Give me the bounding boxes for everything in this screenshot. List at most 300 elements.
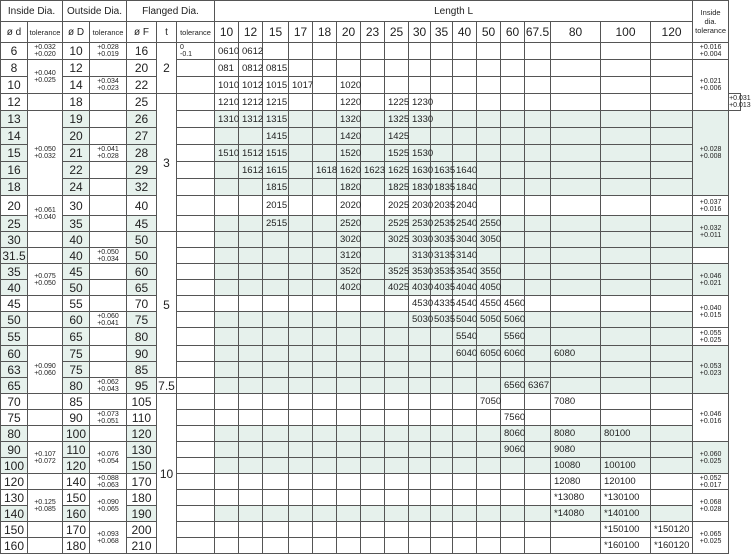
- part-code-cell: [337, 312, 361, 328]
- table-row: [1, 346, 741, 362]
- part-code-cell: [453, 490, 477, 506]
- length-col-header: 30: [409, 22, 431, 43]
- part-code-cell: [525, 328, 551, 346]
- part-code-cell: [501, 280, 525, 296]
- part-code-cell: [385, 490, 409, 506]
- part-code-cell: [361, 128, 385, 145]
- outside-dia-cell: 55: [63, 296, 90, 312]
- inside-dia-cell: 63: [1, 362, 28, 378]
- part-code-cell: [239, 410, 263, 426]
- empty-cell: [28, 522, 63, 538]
- length-col-header: 120: [651, 22, 693, 43]
- part-code-cell: [525, 216, 551, 232]
- part-code-cell: [477, 196, 501, 216]
- part-code-cell: [263, 506, 289, 522]
- part-code-cell: 2030: [409, 196, 431, 216]
- part-code-cell: 3130: [409, 248, 431, 264]
- tolerance-upper: +0.107: [34, 450, 56, 458]
- part-code-cell: 1825: [385, 179, 409, 196]
- part-code-cell: [289, 196, 313, 216]
- part-code-cell: [477, 111, 501, 128]
- part-code-cell: [651, 426, 693, 442]
- part-code-cell: [385, 60, 409, 77]
- part-code-cell: 6040: [453, 346, 477, 362]
- part-code-cell: [651, 111, 693, 128]
- part-code-cell: [431, 77, 453, 94]
- length-col-header: 17: [289, 22, 313, 43]
- tolerance-lower: +0.032: [34, 153, 56, 160]
- part-code-cell: [263, 458, 289, 474]
- part-code-cell: [525, 280, 551, 296]
- part-code-cell: [215, 312, 239, 328]
- part-code-cell: [601, 442, 651, 458]
- part-code-cell: [313, 111, 337, 128]
- inside-dia-cell: 160: [1, 538, 28, 554]
- tolerance-cell: [693, 442, 729, 474]
- tolerance-lower: +0.015: [699, 311, 722, 319]
- table-row: [1, 378, 741, 394]
- outside-dia-cell: 60: [63, 312, 90, 328]
- part-code-cell: [313, 232, 337, 248]
- empty-cell: [177, 296, 215, 312]
- part-code-cell: [651, 474, 693, 490]
- part-code-cell: [337, 474, 361, 490]
- part-code-cell: 1010: [215, 77, 239, 94]
- tolerance-upper: +0.090: [97, 498, 119, 506]
- part-code-cell: 2535: [431, 216, 453, 232]
- table-row: [1, 522, 741, 538]
- length-header: Length L: [215, 1, 693, 22]
- part-code-cell: [239, 458, 263, 474]
- part-code-cell: [525, 60, 551, 77]
- tolerance-upper: +0.021: [699, 78, 722, 85]
- part-code-cell: [551, 43, 601, 60]
- length-col-header: 100: [601, 22, 651, 43]
- part-code-cell: 1830: [409, 179, 431, 196]
- part-code-cell: 5050: [477, 312, 501, 328]
- tolerance-cell: [693, 111, 729, 196]
- part-code-cell: [477, 162, 501, 179]
- tolerance-upper: +0.088: [97, 474, 119, 482]
- part-code-cell: [361, 77, 385, 94]
- part-code-cell: [313, 442, 337, 458]
- part-code-cell: [263, 538, 289, 554]
- outside-dia-cell: 14: [63, 77, 90, 94]
- part-code-cell: [289, 328, 313, 346]
- part-code-cell: [601, 179, 651, 196]
- part-code-cell: [239, 538, 263, 554]
- part-code-cell: [361, 232, 385, 248]
- part-code-cell: [651, 328, 693, 346]
- part-code-cell: [361, 216, 385, 232]
- table-row: [1, 162, 741, 179]
- part-code-cell: [501, 43, 525, 60]
- part-code-cell: 1625: [385, 162, 409, 179]
- part-code-cell: [361, 280, 385, 296]
- part-code-cell: [361, 522, 385, 538]
- part-code-cell: 4530: [409, 296, 431, 312]
- length-col-header: 60: [501, 22, 525, 43]
- flanged-dia-cell: 65: [127, 280, 157, 296]
- part-code-cell: *140100: [601, 506, 651, 522]
- table-row: [1, 77, 741, 94]
- inside-dia-tolerance-header: [693, 1, 729, 43]
- part-code-cell: [601, 328, 651, 346]
- part-code-cell: [289, 111, 313, 128]
- part-code-cell: [409, 522, 431, 538]
- tolerance-cell: [90, 474, 127, 490]
- part-code-cell: [215, 426, 239, 442]
- table-row: [1, 410, 741, 426]
- part-code-cell: [361, 442, 385, 458]
- part-code-cell: [239, 490, 263, 506]
- tolerance-upper: +0.055: [699, 329, 722, 337]
- inside-dia-cell: 45: [1, 296, 28, 312]
- part-code-cell: [239, 474, 263, 490]
- inside-dia-cell: 90: [1, 442, 28, 458]
- part-code-cell: [651, 458, 693, 474]
- table-row: [1, 490, 741, 506]
- outside-dia-cell: 35: [63, 216, 90, 232]
- part-code-cell: 3535: [431, 264, 453, 280]
- inside-dia-cell: 150: [1, 522, 28, 538]
- flanged-dia-cell: 70: [127, 296, 157, 312]
- part-code-cell: [501, 522, 525, 538]
- part-code-cell: 6050: [477, 346, 501, 362]
- part-code-cell: [361, 94, 385, 111]
- part-code-cell: 7080: [551, 394, 601, 410]
- inside-dia-cell: 20: [1, 196, 28, 216]
- part-code-cell: [601, 162, 651, 179]
- part-code-cell: [651, 394, 693, 410]
- part-code-cell: [263, 442, 289, 458]
- tolerance-lower: +0.023: [97, 85, 119, 92]
- part-code-cell: 1515: [263, 145, 289, 162]
- part-code-cell: [361, 179, 385, 196]
- part-code-cell: [501, 196, 525, 216]
- part-code-cell: [289, 264, 313, 280]
- thickness-cell: 3: [157, 94, 177, 232]
- part-code-cell: [453, 474, 477, 490]
- inside-dia-cell: 8: [1, 60, 28, 77]
- part-code-cell: [501, 145, 525, 162]
- part-code-cell: 081: [215, 60, 239, 77]
- t-header: t: [157, 22, 177, 43]
- part-code-cell: 1612: [239, 162, 263, 179]
- part-code-cell: [477, 490, 501, 506]
- part-code-cell: [409, 442, 431, 458]
- part-code-cell: [385, 328, 409, 346]
- part-code-cell: [313, 179, 337, 196]
- part-code-cell: [477, 474, 501, 490]
- tolerance-cell: [693, 296, 729, 328]
- part-code-cell: [477, 60, 501, 77]
- length-col-header: 80: [551, 22, 601, 43]
- part-code-cell: [431, 43, 453, 60]
- part-code-cell: [385, 346, 409, 362]
- D-header: ø D: [63, 22, 90, 43]
- part-code-cell: 2550: [477, 216, 501, 232]
- part-code-cell: [313, 328, 337, 346]
- part-code-cell: [477, 538, 501, 554]
- empty-cell: [177, 426, 215, 442]
- part-code-cell: [601, 94, 651, 111]
- part-code-cell: [385, 442, 409, 458]
- part-code-cell: [289, 216, 313, 232]
- empty-cell: [177, 394, 215, 410]
- part-code-cell: [431, 394, 453, 410]
- part-code-cell: [215, 216, 239, 232]
- part-code-cell: [477, 145, 501, 162]
- part-code-cell: [501, 60, 525, 77]
- part-code-cell: 1015: [263, 77, 289, 94]
- part-code-cell: [601, 60, 651, 77]
- part-code-cell: [525, 410, 551, 426]
- part-code-cell: [239, 522, 263, 538]
- length-col-header: 23: [361, 22, 385, 43]
- part-code-cell: [431, 111, 453, 128]
- part-code-cell: [263, 362, 289, 378]
- part-code-cell: [239, 312, 263, 328]
- part-code-cell: [651, 216, 693, 232]
- part-code-cell: [501, 538, 525, 554]
- part-code-cell: [551, 145, 601, 162]
- part-code-cell: [601, 378, 651, 394]
- part-code-cell: [215, 128, 239, 145]
- part-code-cell: [289, 60, 313, 77]
- part-code-cell: [651, 362, 693, 378]
- part-code-cell: [313, 458, 337, 474]
- outside-dia-cell: 85: [63, 394, 90, 410]
- part-code-cell: 6367: [525, 378, 551, 394]
- outside-dia-cell: 50: [63, 280, 90, 296]
- part-code-cell: [525, 111, 551, 128]
- table-row: [1, 248, 741, 264]
- part-code-cell: [551, 162, 601, 179]
- part-code-cell: [651, 296, 693, 312]
- thickness-cell: 7.5: [158, 378, 175, 393]
- flanged-dia-cell: 180: [127, 490, 157, 506]
- part-code-cell: [313, 522, 337, 538]
- part-code-cell: [477, 378, 501, 394]
- part-code-cell: [239, 179, 263, 196]
- inside-dia-cell: 13: [1, 111, 28, 128]
- part-code-cell: [431, 145, 453, 162]
- tolerance-lower: +0.050: [34, 279, 56, 287]
- part-code-cell: [477, 94, 501, 111]
- part-code-cell: [337, 296, 361, 312]
- part-code-cell: [313, 506, 337, 522]
- part-code-cell: [263, 248, 289, 264]
- part-code-cell: [313, 43, 337, 60]
- tolerance-upper: +0.052: [699, 474, 722, 482]
- part-code-cell: [651, 43, 693, 60]
- part-code-cell: 5035: [431, 312, 453, 328]
- outside-dia-cell: 110: [63, 442, 90, 458]
- inside-dia-cell: 120: [1, 474, 28, 490]
- part-code-cell: 1835: [431, 179, 453, 196]
- part-code-cell: [409, 346, 431, 362]
- part-code-cell: 120100: [601, 474, 651, 490]
- flanged-dia-cell: 50: [127, 232, 157, 248]
- part-code-cell: [551, 280, 601, 296]
- part-code-cell: [215, 196, 239, 216]
- length-col-header: 12: [239, 22, 263, 43]
- part-code-cell: [651, 490, 693, 506]
- inside-tolerance-cell: [693, 328, 729, 346]
- flanged-dia-cell: 40: [127, 196, 157, 216]
- part-code-cell: [215, 442, 239, 458]
- part-code-cell: [263, 394, 289, 410]
- part-code-cell: [215, 458, 239, 474]
- part-code-cell: [263, 312, 289, 328]
- flanged-dia-cell: 85: [127, 362, 157, 378]
- part-code-cell: [453, 394, 477, 410]
- inside-dia-cell: 6: [1, 43, 28, 60]
- empty-cell: [28, 426, 63, 442]
- part-code-cell: [239, 394, 263, 410]
- tolerance-lower: +0.028: [97, 153, 119, 160]
- inside-dia-cell: 10: [1, 77, 28, 94]
- table-row: [1, 296, 741, 312]
- tolerance-cell: [693, 216, 729, 248]
- table-row: [1, 128, 741, 145]
- part-code-cell: [409, 43, 431, 60]
- part-code-cell: 2520: [337, 216, 361, 232]
- part-code-cell: 2515: [263, 216, 289, 232]
- outside-dia-cell: 40: [63, 232, 90, 248]
- part-code-cell: 1512: [239, 145, 263, 162]
- length-col-header: 35: [431, 22, 453, 43]
- part-code-cell: 9060: [501, 442, 525, 458]
- outside-dia-cell: 24: [63, 179, 90, 196]
- part-code-cell: [551, 232, 601, 248]
- d-header: ø d: [1, 22, 28, 43]
- part-code-cell: *160100: [601, 538, 651, 554]
- part-code-cell: [361, 410, 385, 426]
- part-code-cell: 0612: [239, 43, 263, 60]
- part-code-cell: [337, 378, 361, 394]
- part-code-cell: [551, 378, 601, 394]
- table-row: [1, 43, 741, 60]
- tolerance-cell: [90, 442, 127, 474]
- part-code-cell: [385, 426, 409, 442]
- outside-dia-cell: 80: [63, 378, 90, 394]
- part-code-cell: 6080: [551, 346, 601, 362]
- part-code-cell: [501, 128, 525, 145]
- part-code-cell: 6560: [501, 378, 525, 394]
- part-code-cell: [361, 490, 385, 506]
- tolerance-cell: [693, 522, 729, 554]
- part-code-cell: 1640: [453, 162, 477, 179]
- D-tolerance-header: tolerance: [90, 22, 127, 43]
- part-code-cell: [651, 410, 693, 426]
- inside-dia-cell: 130: [1, 490, 28, 506]
- part-code-cell: [337, 490, 361, 506]
- tolerance-lower: +0.020: [34, 51, 56, 58]
- part-code-cell: [525, 442, 551, 458]
- part-code-cell: [337, 394, 361, 410]
- flanged-dia-cell: 90: [127, 346, 157, 362]
- part-code-cell: [361, 264, 385, 280]
- tolerance-upper: +0.040: [34, 69, 56, 77]
- part-code-cell: [431, 378, 453, 394]
- part-code-cell: [289, 522, 313, 538]
- part-code-cell: [385, 394, 409, 410]
- part-code-cell: [239, 362, 263, 378]
- F-header: ø F: [127, 22, 157, 43]
- empty-cell: [90, 128, 127, 145]
- inside-dia-cell: 18: [1, 179, 28, 196]
- part-code-cell: [551, 60, 601, 77]
- flanged-dia-cell: 25: [127, 94, 157, 111]
- tolerance-lower: +0.025: [699, 336, 722, 344]
- tolerance-lower: +0.006: [699, 85, 722, 92]
- part-code-cell: [385, 312, 409, 328]
- part-code-cell: [409, 458, 431, 474]
- part-code-cell: [409, 394, 431, 410]
- tolerance-upper: +0.050: [34, 146, 56, 153]
- table-row: [1, 312, 741, 328]
- part-code-cell: 1225: [385, 94, 409, 111]
- part-code-cell: [239, 264, 263, 280]
- tolerance-upper: +0.090: [34, 362, 56, 370]
- part-code-cell: [453, 128, 477, 145]
- part-code-cell: 3530: [409, 264, 431, 280]
- empty-cell: [28, 474, 63, 490]
- part-code-cell: [239, 248, 263, 264]
- part-code-cell: 3050: [477, 232, 501, 248]
- outside-dia-cell: 18: [63, 94, 90, 111]
- tolerance-cell: [28, 490, 63, 522]
- empty-cell: [177, 77, 215, 94]
- tolerance-upper: +0.037: [699, 198, 722, 206]
- part-code-cell: [651, 312, 693, 328]
- empty-cell: [28, 394, 63, 410]
- part-code-cell: [453, 43, 477, 60]
- tolerance-lower: +0.025: [699, 537, 722, 545]
- empty-cell: [28, 410, 63, 426]
- empty-cell: [177, 410, 215, 426]
- part-code-cell: 0812: [239, 60, 263, 77]
- part-code-cell: [453, 145, 477, 162]
- part-code-cell: [239, 328, 263, 346]
- part-code-cell: [409, 77, 431, 94]
- part-code-cell: [313, 362, 337, 378]
- empty-cell: [90, 362, 127, 378]
- inside-dia-header: Inside Dia.: [1, 1, 63, 22]
- tolerance-cell: [693, 264, 729, 296]
- part-code-cell: [409, 60, 431, 77]
- table-row: [1, 426, 741, 442]
- part-code-cell: 9080: [551, 442, 601, 458]
- part-code-cell: [313, 378, 337, 394]
- part-code-cell: [525, 296, 551, 312]
- part-code-cell: [525, 490, 551, 506]
- flanged-dia-cell: 16: [127, 43, 157, 60]
- part-code-cell: [385, 474, 409, 490]
- part-code-cell: [263, 522, 289, 538]
- part-code-cell: [313, 216, 337, 232]
- empty-cell: [177, 538, 215, 554]
- tolerance-lower: +0.025: [699, 457, 722, 465]
- empty-cell: [90, 179, 127, 196]
- tolerance-lower: +0.034: [97, 255, 119, 263]
- part-code-cell: [409, 490, 431, 506]
- part-code-cell: [337, 60, 361, 77]
- inside-dia-cell: 100: [1, 458, 28, 474]
- table-row: [1, 179, 741, 196]
